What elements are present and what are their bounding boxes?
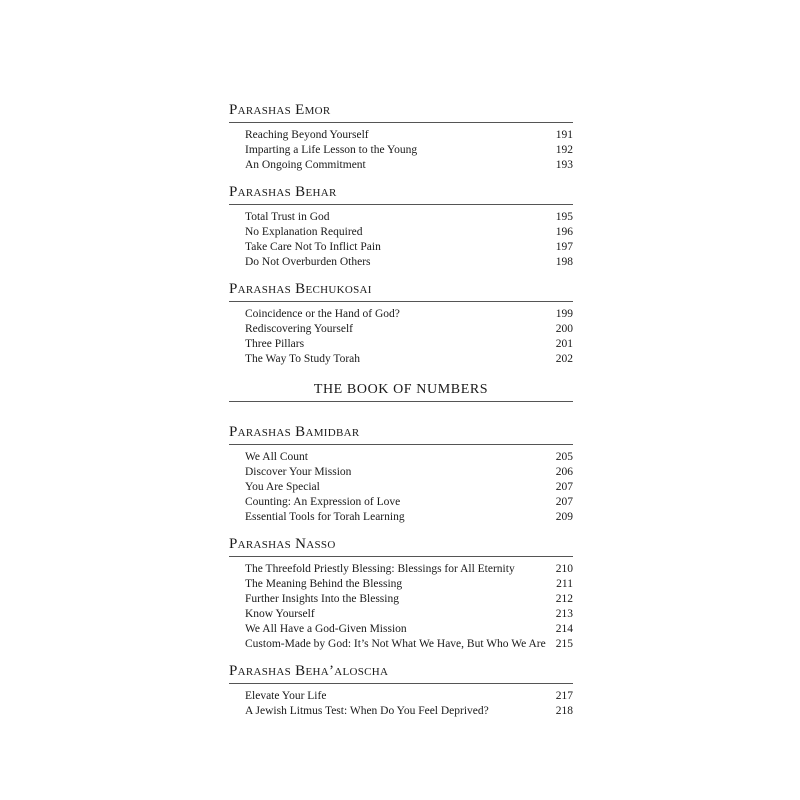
entry-page-number: 195 <box>555 211 573 223</box>
toc-entry[interactable] <box>229 510 573 525</box>
entry-list <box>229 128 573 173</box>
entry-page-number: 192 <box>555 144 573 156</box>
toc-entry[interactable] <box>229 607 573 622</box>
entry-label: Know Yourself <box>245 608 315 620</box>
toc-entry[interactable] <box>229 495 573 510</box>
entry-page-number: 199 <box>555 308 573 320</box>
entry-page-number: 197 <box>555 241 573 253</box>
toc-entry[interactable] <box>229 128 573 143</box>
toc-entry[interactable] <box>229 210 573 225</box>
toc-entry[interactable] <box>229 562 573 577</box>
toc-entry[interactable] <box>229 704 573 719</box>
table-of-contents <box>229 100 573 719</box>
toc-section-emor <box>229 100 573 173</box>
toc-entry[interactable] <box>229 143 573 158</box>
entry-page-number: 209 <box>555 511 573 523</box>
entry-page-number: 207 <box>555 481 573 493</box>
entry-page-number: 196 <box>555 226 573 238</box>
toc-entry[interactable] <box>229 450 573 465</box>
entry-page-number: 207 <box>555 496 573 508</box>
toc-section-nasso <box>229 534 573 652</box>
entry-label: Imparting a Life Lesson to the Young <box>245 144 418 156</box>
section-title: Parashas Bechukosai <box>229 281 372 297</box>
entry-page-number: 200 <box>555 323 573 335</box>
entry-label: Total Trust in God <box>245 211 330 223</box>
spacer <box>229 525 573 534</box>
entry-page-number: 193 <box>555 159 573 171</box>
entry-label: The Meaning Behind the Blessing <box>245 578 403 590</box>
entry-label: Rediscovering Yourself <box>245 323 353 335</box>
entry-label: Coincidence or the Hand of God? <box>245 308 400 320</box>
entry-page-number: 198 <box>555 256 573 268</box>
entry-label: Elevate Your Life <box>245 690 327 702</box>
entry-label: Take Care Not To Inflict Pain <box>245 241 381 253</box>
toc-entry[interactable] <box>229 465 573 480</box>
spacer <box>229 173 573 182</box>
entry-label: Further Insights Into the Blessing <box>245 593 399 605</box>
entry-label: Custom-Made by God: It’s Not What We Have, But Who We Are <box>245 638 546 650</box>
entry-page-number: 217 <box>555 690 573 702</box>
section-rule <box>229 301 573 302</box>
entry-label: No Explanation Required <box>245 226 363 238</box>
entry-label: A Jewish Litmus Test: When Do You Feel Deprived? <box>245 705 489 717</box>
entry-page-number: 212 <box>555 593 573 605</box>
entry-label: We All Have a God-Given Mission <box>245 623 407 635</box>
section-title: Parashas Bamidbar <box>229 424 360 440</box>
entry-label: You Are Special <box>245 481 320 493</box>
entry-page-number: 206 <box>555 466 573 478</box>
entry-label: The Threefold Priestly Blessing: Blessings for All Eternity <box>245 563 515 575</box>
entry-list <box>229 307 573 367</box>
entry-list <box>229 210 573 270</box>
toc-section-behar <box>229 182 573 270</box>
entry-label: We All Count <box>245 451 308 463</box>
toc-section-bechukosai <box>229 279 573 367</box>
toc-entry[interactable] <box>229 622 573 637</box>
entry-page-number: 191 <box>555 129 573 141</box>
section-title: Parashas Behar <box>229 184 337 200</box>
toc-entry[interactable] <box>229 225 573 240</box>
entry-label: An Ongoing Commitment <box>245 159 366 171</box>
toc-entry[interactable] <box>229 637 573 652</box>
entry-page-number: 213 <box>555 608 573 620</box>
section-rule <box>229 556 573 557</box>
toc-section-behaaloscha <box>229 661 573 719</box>
toc-entry[interactable] <box>229 592 573 607</box>
toc-entry[interactable] <box>229 689 573 704</box>
toc-entry[interactable] <box>229 307 573 322</box>
section-rule <box>229 122 573 123</box>
toc-entry[interactable] <box>229 337 573 352</box>
entry-list <box>229 689 573 719</box>
entry-label: Essential Tools for Torah Learning <box>245 511 405 523</box>
section-rule <box>229 444 573 445</box>
toc-section-bamidbar <box>229 422 573 525</box>
entry-page-number: 218 <box>555 705 573 717</box>
entry-label: Three Pillars <box>245 338 305 350</box>
entry-page-number: 215 <box>555 638 573 650</box>
section-rule <box>229 683 573 684</box>
book-heading: THE BOOK OF NUMBERS <box>313 382 489 397</box>
spacer <box>229 270 573 279</box>
spacer <box>229 402 573 422</box>
section-title: Parashas Nasso <box>229 536 336 552</box>
entry-label: The Way To Study Torah <box>245 353 361 365</box>
entry-label: Do Not Overburden Others <box>245 256 371 268</box>
toc-entry[interactable] <box>229 158 573 173</box>
entry-page-number: 201 <box>555 338 573 350</box>
entry-label: Discover Your Mission <box>245 466 352 478</box>
entry-page-number: 210 <box>555 563 573 575</box>
entry-page-number: 202 <box>555 353 573 365</box>
spacer <box>229 652 573 661</box>
toc-entry[interactable] <box>229 352 573 367</box>
entry-page-number: 211 <box>556 578 573 590</box>
toc-entry[interactable] <box>229 255 573 270</box>
toc-entry[interactable] <box>229 480 573 495</box>
toc-entry[interactable] <box>229 577 573 592</box>
toc-entry[interactable] <box>229 240 573 255</box>
entry-list <box>229 562 573 652</box>
entry-page-number: 205 <box>555 451 573 463</box>
entry-page-number: 214 <box>555 623 573 635</box>
entry-label: Counting: An Expression of Love <box>245 496 401 508</box>
section-title: Parashas Beha’aloscha <box>229 663 389 679</box>
toc-entry[interactable] <box>229 322 573 337</box>
entry-label: Reaching Beyond Yourself <box>245 129 369 141</box>
entry-list <box>229 450 573 525</box>
section-title: Parashas Emor <box>229 102 331 118</box>
section-rule <box>229 204 573 205</box>
